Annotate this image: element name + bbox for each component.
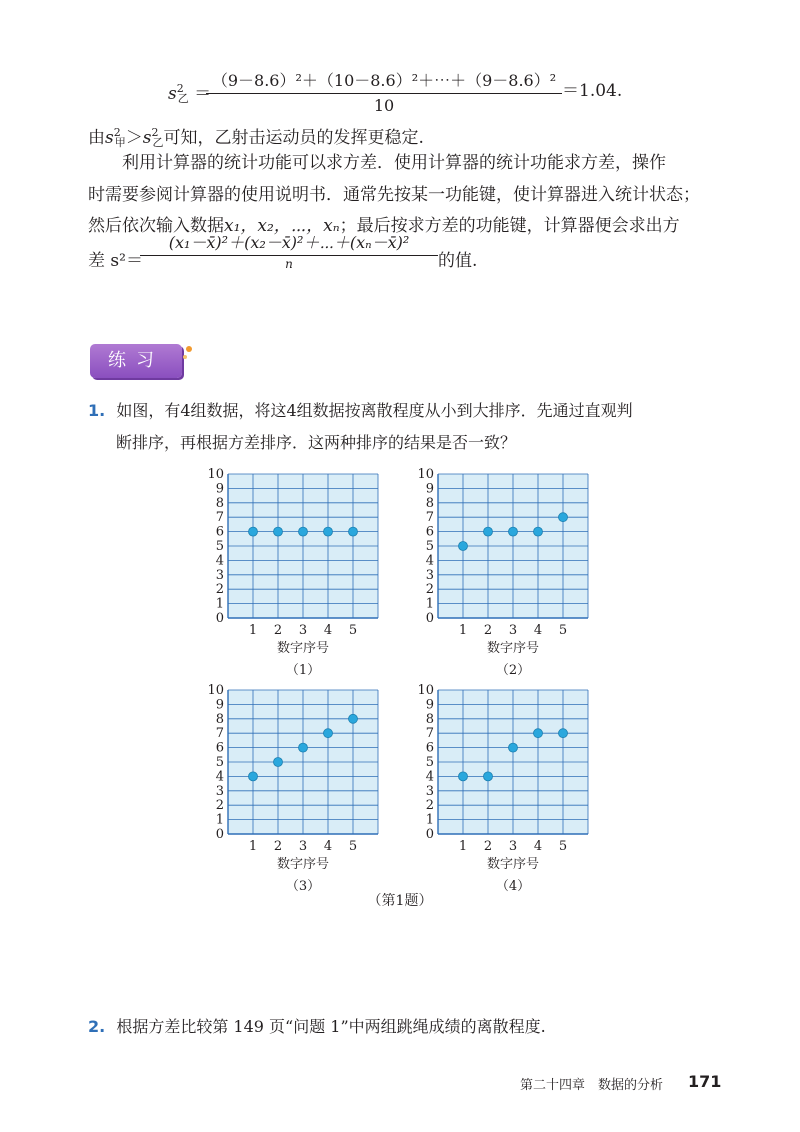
- y-tick-label: 0: [425, 611, 434, 626]
- para2-line2: 时需要参阅计算器的使用说明书．通常先按某一功能键，使计算器进入统计状态；: [88, 185, 700, 205]
- data-point: [249, 527, 258, 536]
- y-tick-label: 3: [215, 783, 224, 799]
- chart-caption: （1）: [285, 663, 321, 678]
- y-tick-label: 8: [425, 711, 434, 727]
- y-tick-label: 5: [425, 539, 434, 554]
- question-2: [88, 1012, 546, 1042]
- y-tick-label: 5: [215, 539, 224, 554]
- x-tick-label: 5: [348, 623, 358, 638]
- data-point: [484, 527, 493, 536]
- data-point: [534, 527, 543, 536]
- y-tick-label: 4: [215, 769, 224, 785]
- variance-numerator: (x₁－x̄)²＋(x₂－x̄)²＋⋯＋(xₙ－x̄)²: [168, 233, 410, 252]
- data-point: [559, 729, 568, 738]
- x-tick-label: 4: [533, 839, 543, 854]
- y-tick-label: 6: [425, 740, 434, 756]
- formula-lhs: $s^2_乙$ ＝: [168, 82, 212, 105]
- exercise-badge: 练习: [90, 344, 182, 378]
- y-tick-label: 3: [215, 567, 224, 583]
- y-tick-label: 7: [425, 510, 434, 526]
- y-tick-label: 6: [425, 524, 434, 540]
- variance-fraction: [140, 230, 438, 270]
- data-point: [349, 527, 358, 536]
- data-point: [249, 772, 258, 781]
- question-1: [88, 396, 728, 426]
- question-2-text: 根据方差比较第 149 页“问题 1”中两组跳绳成绩的离散程度.: [116, 1017, 546, 1036]
- y-tick-label: 2: [425, 582, 434, 598]
- y-tick-label: 8: [425, 495, 434, 511]
- x-tick-label: 2: [483, 839, 493, 854]
- x-tick-label: 1: [458, 839, 468, 854]
- x-axis-label: 数字序号: [486, 857, 540, 872]
- data-point: [324, 729, 333, 738]
- x-tick-label: 3: [298, 623, 308, 638]
- para2-line4-suffix: 的值.: [438, 251, 478, 271]
- y-tick-label: 9: [215, 697, 224, 713]
- x-tick-label: 3: [508, 839, 518, 854]
- y-tick-label: 2: [425, 798, 434, 814]
- y-tick-label: 4: [425, 553, 434, 569]
- y-tick-label: 9: [425, 481, 434, 497]
- y-tick-label: 1: [215, 596, 224, 612]
- x-axis-label: 数字序号: [486, 641, 540, 656]
- data-point: [559, 513, 568, 522]
- y-tick-label: 2: [215, 582, 224, 598]
- y-tick-label: 4: [215, 553, 224, 569]
- y-tick-label: 6: [215, 740, 224, 756]
- data-point: [509, 743, 518, 752]
- formula-fraction: [206, 68, 562, 115]
- question-1-number: 1.: [88, 401, 106, 420]
- data-point: [349, 714, 358, 723]
- para2-line4-prefix: 差 s²＝: [88, 251, 143, 271]
- x-tick-label: 4: [323, 839, 333, 854]
- x-tick-label: 4: [533, 623, 543, 638]
- y-tick-label: 7: [215, 726, 224, 742]
- data-point: [534, 729, 543, 738]
- chart-caption: （3）: [285, 879, 321, 894]
- scatter-chart-3: [196, 680, 396, 900]
- x-tick-label: 1: [248, 623, 258, 638]
- y-tick-label: 0: [215, 611, 224, 626]
- y-tick-label: 8: [215, 495, 224, 511]
- y-tick-label: 7: [215, 510, 224, 526]
- x-tick-label: 5: [348, 839, 358, 854]
- chart-caption: （2）: [495, 663, 531, 678]
- x-tick-label: 5: [558, 623, 568, 638]
- formula-result: ＝1.04.: [562, 81, 623, 101]
- para2-line3: 然后依次输入数据x₁，x₂，⋯，xₙ；最后按求方差的功能键，计算器便会求出方: [88, 216, 680, 236]
- scatter-chart-2: [406, 464, 606, 684]
- y-tick-label: 8: [215, 711, 224, 727]
- para1: 由$s^2_甲>s^2_乙$可知，乙射击运动员的发挥更稳定.: [88, 126, 424, 149]
- question-1-line2: 断排序，再根据方差排序．这两种排序的结果是否一致？: [116, 433, 517, 452]
- chart-caption: （4）: [495, 879, 531, 894]
- y-tick-label: 4: [425, 769, 434, 785]
- x-tick-label: 2: [273, 839, 283, 854]
- decoration-dot-small: [183, 355, 187, 359]
- x-tick-label: 2: [273, 623, 283, 638]
- y-tick-label: 1: [215, 812, 224, 828]
- y-tick-label: 7: [425, 726, 434, 742]
- data-point: [459, 542, 468, 551]
- x-tick-label: 1: [248, 839, 258, 854]
- decoration-dot: [186, 346, 192, 352]
- page-number: 171: [688, 1072, 722, 1091]
- y-tick-label: 1: [425, 812, 434, 828]
- y-tick-label: 10: [207, 683, 224, 698]
- question-1-line1: 如图，有4组数据，将这4组数据按离散程度从小到大排序．先通过直观判: [116, 401, 633, 420]
- formula-denominator: 10: [373, 96, 395, 115]
- x-tick-label: 3: [298, 839, 308, 854]
- y-tick-label: 3: [425, 783, 434, 799]
- para2-line1: 利用计算器的统计功能可以求方差．使用计算器的统计功能求方差，操作: [122, 153, 666, 173]
- data-point: [299, 527, 308, 536]
- data-point: [274, 758, 283, 767]
- y-tick-label: 0: [215, 827, 224, 842]
- x-tick-label: 1: [458, 623, 468, 638]
- y-tick-label: 10: [417, 683, 434, 698]
- x-tick-label: 5: [558, 839, 568, 854]
- y-tick-label: 5: [215, 755, 224, 770]
- scatter-chart-1: [196, 464, 396, 684]
- data-point: [484, 772, 493, 781]
- footer-chapter: 第二十四章 数据的分析: [520, 1078, 664, 1093]
- x-tick-label: 3: [508, 623, 518, 638]
- variance-denominator: n: [285, 257, 293, 271]
- y-tick-label: 6: [215, 524, 224, 540]
- y-tick-label: 5: [425, 755, 434, 770]
- data-point: [274, 527, 283, 536]
- x-axis-label: 数字序号: [276, 641, 330, 656]
- scatter-chart-4: [406, 680, 606, 900]
- y-tick-label: 3: [425, 567, 434, 583]
- x-axis-label: 数字序号: [276, 857, 330, 872]
- figure-caption: （第1题）: [367, 893, 433, 909]
- data-point: [299, 743, 308, 752]
- y-tick-label: 9: [215, 481, 224, 497]
- y-tick-label: 10: [417, 467, 434, 482]
- data-point: [324, 527, 333, 536]
- x-tick-label: 4: [323, 623, 333, 638]
- formula-numerator: （9－8.6）²＋（10－8.6）²＋⋯＋（9－8.6）²: [211, 71, 557, 90]
- data-point: [459, 772, 468, 781]
- x-tick-label: 2: [483, 623, 493, 638]
- y-tick-label: 2: [215, 798, 224, 814]
- y-tick-label: 0: [425, 827, 434, 842]
- y-tick-label: 9: [425, 697, 434, 713]
- question-2-number: 2.: [88, 1017, 106, 1036]
- y-tick-label: 1: [425, 596, 434, 612]
- y-tick-label: 10: [207, 467, 224, 482]
- data-point: [509, 527, 518, 536]
